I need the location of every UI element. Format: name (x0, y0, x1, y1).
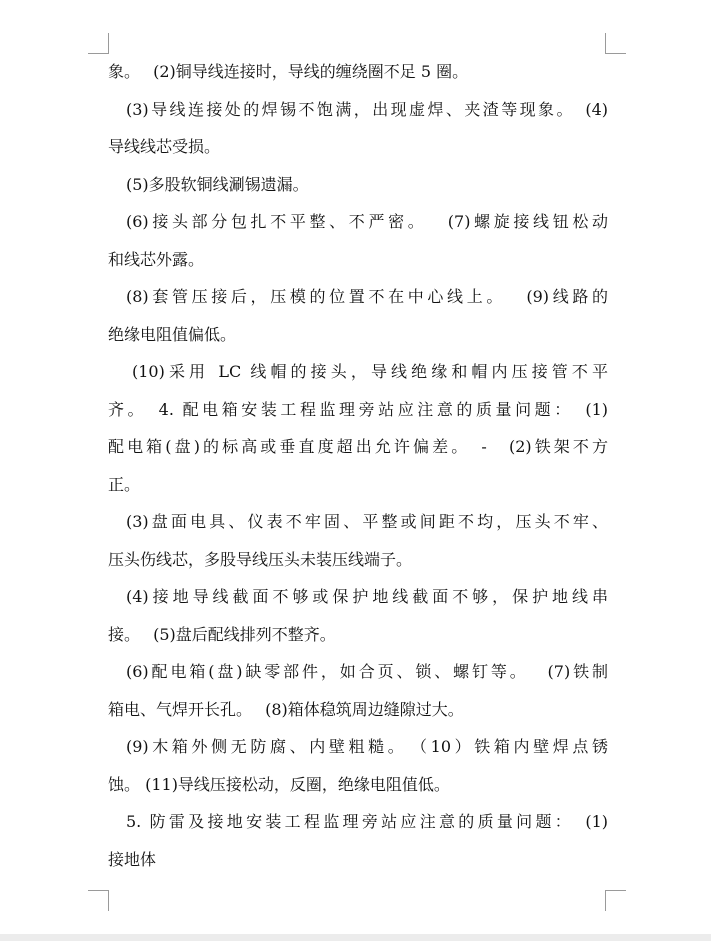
text-line: (3)盘面电具、仪表不牢固、平整或间距不均，压头不牢、 (126, 512, 608, 531)
text-line: 接地体 (108, 849, 157, 869)
text-line: 齐。 4. 配电箱安装工程监理旁站应注意的质量问题： (1) (108, 399, 608, 419)
text-line: 配电箱(盘)的标高或垂直度超出允许偏差。 - (2)铁架不方 (108, 437, 608, 456)
text-line: (6)接头部分包扎不平整、不严密。 (7)螺旋接线钮松动 (126, 212, 608, 231)
text-line: 象。 (2)铜导线连接时，导线的缠绕圈不足 5 圈。 (108, 62, 469, 81)
text-line: 箱电、气焊开长孔。 (8)箱体稳筑周边缝隙过大。 (108, 699, 464, 719)
window-bottom-edge (0, 934, 711, 941)
text-line: 绝缘电阻值偏低。 (108, 324, 237, 344)
text-line: (9)木箱外侧无防腐、内壁粗糙。 （10）铁箱内壁焊点锈 (126, 737, 608, 756)
text-line: (6)配电箱(盘)缺零部件，如合页、锁、螺钉等。 (7)铁制 (126, 662, 608, 681)
text-line: 正。 (108, 474, 141, 494)
corner-mark-bottom-left (88, 890, 109, 911)
text-line: 压头伤线芯，多股导线压头未装压线端子。 (108, 549, 413, 569)
text-line: (3)导线连接处的焊锡不饱满，出现虚焊、夹渣等现象。 (4) (126, 99, 608, 119)
text-line: (10)采用 LC 线帽的接头，导线绝缘和帽内压接管不平 (132, 362, 608, 381)
text-line: 蚀。 (11)导线压接松动，反圈，绝缘电阻值低。 (108, 774, 450, 794)
corner-mark-top-right (605, 33, 626, 54)
text-line: 和线芯外露。 (108, 249, 205, 269)
document-body (108, 58, 608, 883)
text-line: (8)套管压接后，压模的位置不在中心线上。 (9)线路的 (126, 287, 608, 306)
text-line: 导线线芯受损。 (108, 137, 221, 156)
text-line: (4)接地导线截面不够或保护地线截面不够，保护地线串 (126, 587, 608, 606)
text-line: 5. 防雷及接地安装工程监理旁站应注意的质量问题： (1) (126, 812, 608, 831)
corner-mark-top-left (88, 33, 109, 54)
corner-mark-bottom-right (605, 890, 626, 911)
text-line: (5)多股软铜线涮锡遗漏。 (126, 174, 309, 194)
text-line: 接。 (5)盘后配线排列不整齐。 (108, 624, 336, 644)
